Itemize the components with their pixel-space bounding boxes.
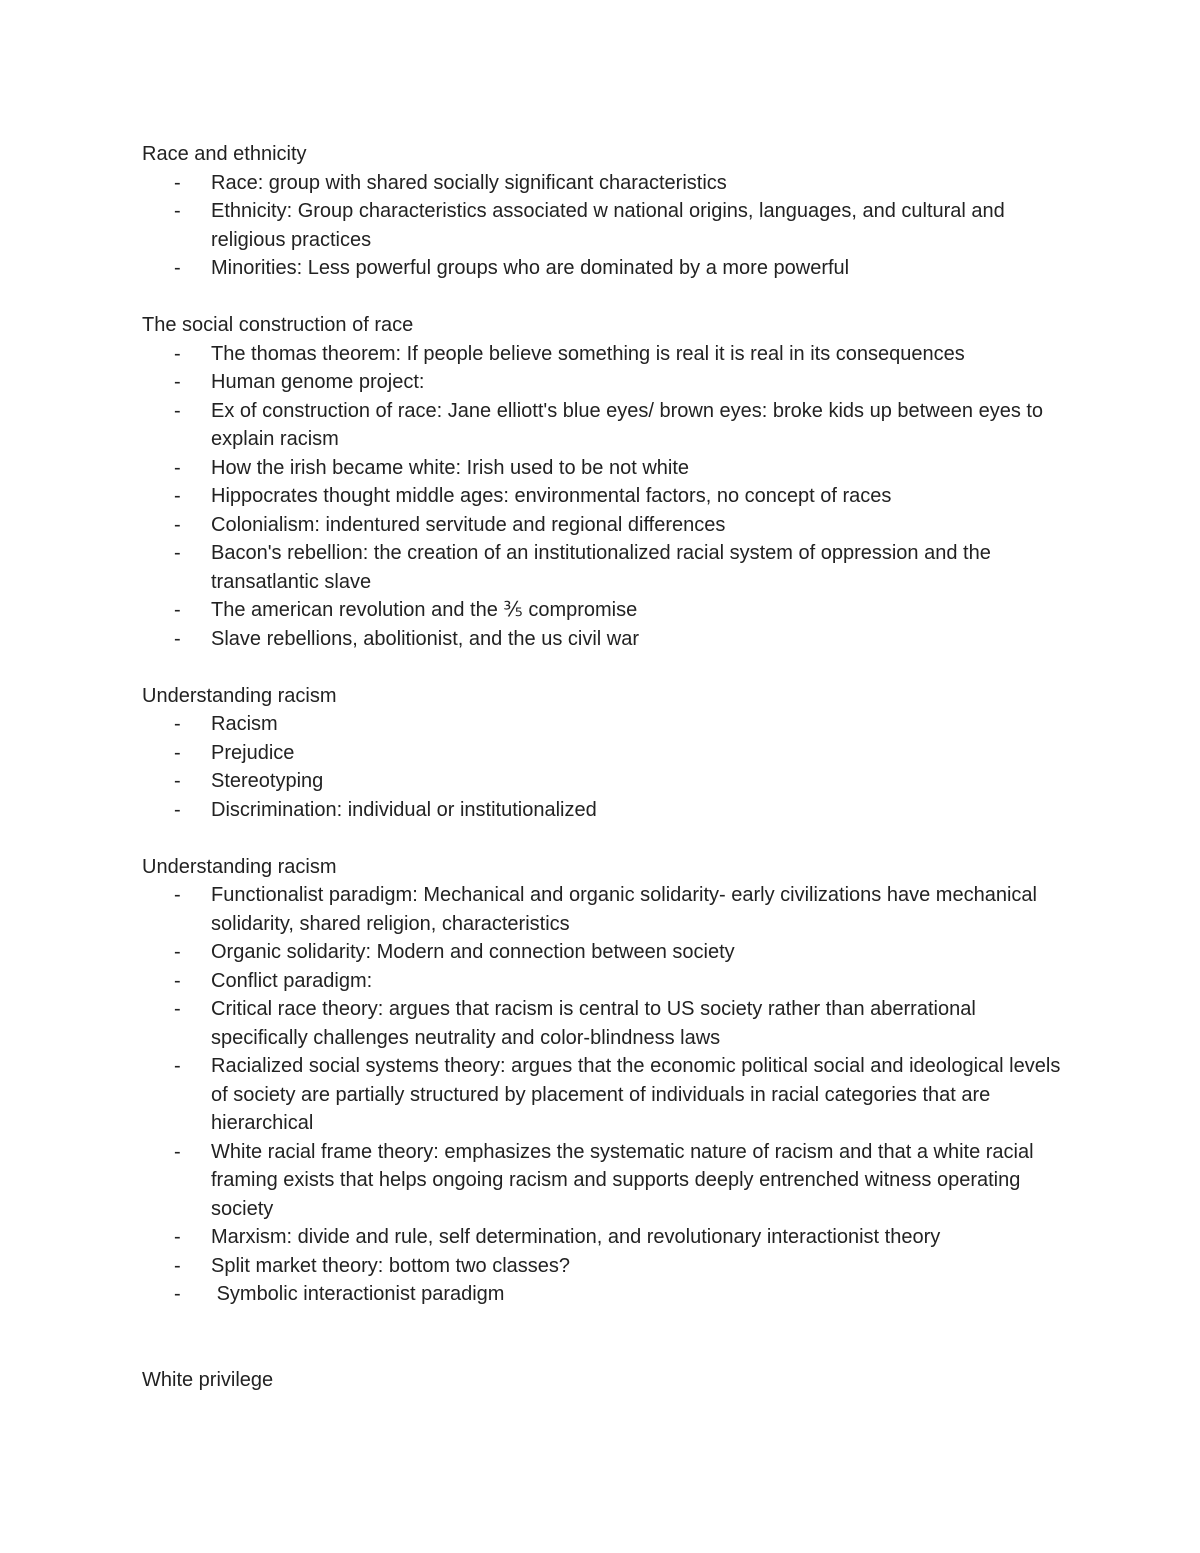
list-item: - Discrimination: individual or institutionalized <box>142 796 1072 825</box>
bullet-list <box>142 340 1072 654</box>
spacer <box>142 824 1072 853</box>
list-item: - How the irish became white: Irish used to be not white <box>142 454 1072 483</box>
list-item: - Critical race theory: argues that racism is central to US society rather than aberrational specifically challenges neutrality and color-blindness laws <box>142 995 1072 1052</box>
bullet-dash: - <box>174 171 181 194</box>
list-item: - Marxism: divide and rule, self determination, and revolutionary interactionist theory <box>142 1223 1072 1252</box>
bullet-dash: - <box>174 456 181 479</box>
spacer <box>142 1309 1072 1366</box>
spacer <box>142 653 1072 682</box>
section-heading: Race and ethnicity <box>142 143 307 165</box>
bullet-dash: - <box>174 741 181 764</box>
bullet-dash: - <box>174 1140 181 1163</box>
bullet-dash: - <box>174 257 181 279</box>
list-item: - Ethnicity: Group characteristics associated w national origins, languages, and cultural and religious practices <box>142 197 1072 254</box>
section-heading: The social construction of race <box>142 314 414 336</box>
list-item: - Organic solidarity: Modern and connection between society <box>142 938 1072 967</box>
list-item: - Human genome project: <box>142 368 1072 397</box>
section-understanding-racism-2 <box>142 853 1072 1309</box>
section-social-construction-of-race <box>142 311 1072 653</box>
bullet-dash: - <box>174 627 181 650</box>
bullet-dash: - <box>174 941 181 963</box>
bullet-dash: - <box>174 798 181 821</box>
spacer <box>142 283 1072 312</box>
list-item: - Racism <box>142 710 1072 739</box>
list-item: - Minorities: Less powerful groups who are dominated by a more powerful <box>142 254 1072 283</box>
list-item: - Functionalist paradigm: Mechanical and organic solidarity- early civilizations have mechanical solidarity, shared religion, characteristics <box>142 881 1072 938</box>
list-item: - Conflict paradigm: <box>142 967 1072 996</box>
bullet-dash: - <box>174 485 181 507</box>
bullet-dash: - <box>174 998 181 1020</box>
list-item: - Hippocrates thought middle ages: environmental factors, no concept of races <box>142 482 1072 511</box>
document-page <box>142 140 1072 1394</box>
bullet-dash: - <box>174 371 181 393</box>
bullet-list <box>142 881 1072 1309</box>
bullet-dash: - <box>174 1055 181 1077</box>
bullet-dash: - <box>174 542 181 564</box>
list-item: - Symbolic interactionist paradigm <box>142 1280 1072 1309</box>
bullet-dash: - <box>174 342 181 365</box>
bullet-dash: - <box>174 513 181 536</box>
bullet-dash: - <box>174 770 181 792</box>
section-white-privilege <box>142 1366 1072 1395</box>
list-item: - White racial frame theory: emphasizes the systematic nature of racism and that a white racial framing exists that helps ongoing racism and supports deeply entrenched witness operating society <box>142 1138 1072 1224</box>
bullet-dash: - <box>174 399 181 422</box>
section-understanding-racism-1 <box>142 682 1072 825</box>
section-heading: Understanding racism <box>142 684 337 707</box>
list-item: - Bacon's rebellion: the creation of an institutionalized racial system of oppression and the transatlantic slave <box>142 539 1072 596</box>
list-item: - Racialized social systems theory: argues that the economic political social and ideological levels of society are partially structured by placement of individuals in racial categories that are hierarchical <box>142 1052 1072 1138</box>
bullet-dash: - <box>174 713 181 735</box>
list-item: - Split market theory: bottom two classes? <box>142 1252 1072 1281</box>
list-item: - Colonialism: indentured servitude and regional differences <box>142 511 1072 540</box>
list-item: - Race: group with shared socially significant characteristics <box>142 169 1072 198</box>
bullet-list <box>142 169 1072 283</box>
bullet-dash: - <box>174 1283 181 1305</box>
bullet-dash: - <box>174 884 181 906</box>
bullet-list <box>142 710 1072 824</box>
section-race-and-ethnicity <box>142 140 1072 283</box>
section-heading: Understanding racism <box>142 855 337 878</box>
section-heading: White privilege <box>142 1368 274 1391</box>
list-item: - The american revolution and the ⅗ compromise <box>142 596 1072 625</box>
list-item: - The thomas theorem: If people believe something is real it is real in its consequences <box>142 340 1072 369</box>
bullet-dash: - <box>174 200 181 222</box>
bullet-dash: - <box>174 1226 181 1248</box>
bullet-dash: - <box>174 1254 181 1277</box>
list-item: - Ex of construction of race: Jane elliott's blue eyes/ brown eyes: broke kids up between eyes to explain racism <box>142 397 1072 454</box>
list-item: - Prejudice <box>142 739 1072 768</box>
bullet-dash: - <box>174 599 181 621</box>
list-item: - Stereotyping <box>142 767 1072 796</box>
list-item: - Slave rebellions, abolitionist, and the us civil war <box>142 625 1072 654</box>
bullet-dash: - <box>174 969 181 992</box>
